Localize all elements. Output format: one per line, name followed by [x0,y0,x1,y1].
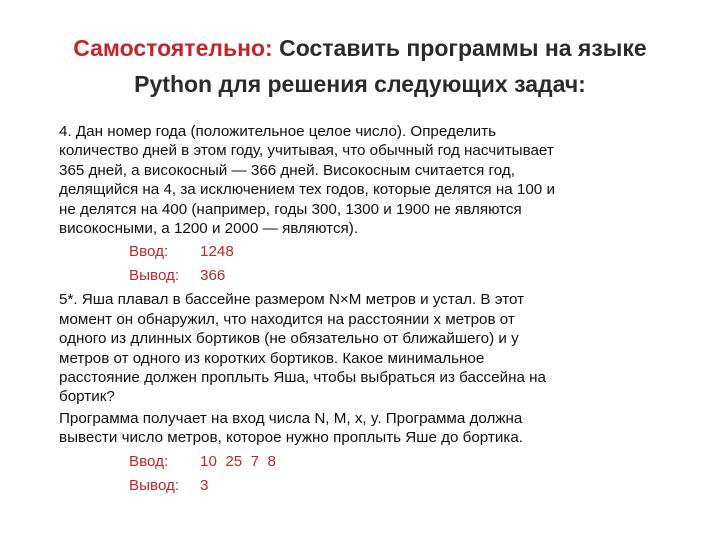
task-5-line: метров от одного из коротких бортиков. Какое минимальное [59,349,485,367]
title-line-1 [0,30,720,66]
task-4 [59,122,659,288]
task-4-output-label: Вывод: [129,267,180,285]
task-4-input-value: 1248 [200,243,234,261]
task-5-line: расстояние должен проплыть Яша, чтобы выбраться из бассейна на [59,369,546,387]
task-5-input-label: Ввод: [129,452,169,470]
task-4-input [129,240,659,264]
task-5-line: бортик? [59,388,115,406]
task-4-line: 365 дней, а високосный — 366 дней. Високосным считается год, [59,161,515,179]
task-5-line: одного из длинных бортиков (не обязательно от ближайшего) и y [59,330,519,348]
title-rest: Составить программы на языке [279,35,647,61]
task-5-output-value: 3 [200,476,209,494]
title-line-2: Python для решения следующих задач: [134,71,586,97]
task-5-program-line: вывести число метров, которое нужно проплыть Яше до бортика. [59,429,523,447]
task-5-output [129,474,659,498]
task-5-input [129,450,659,474]
slide-title [0,30,720,102]
title-accent: Самостоятельно: [73,35,273,61]
task-5-line: 5*. Яша плавал в бассейне размером N×M метров и устал. В этот [59,291,525,309]
task-5-program-line: Программа получает на вход числа N, M, x, y. Программа должна [59,409,523,427]
task-4-line: високосными, а 1200 и 2000 — являются). [59,220,359,238]
task-4-input-label: Ввод: [129,243,169,261]
tasks-content [59,122,659,498]
task-4-line: делящийся на 4, за исключением тех годов, которые делятся на 100 и [59,181,555,199]
task-4-line: 4. Дан номер года (положительное целое число). Определить [59,123,497,140]
task-4-line: не делятся на 400 (например, годы 300, 1300 и 1900 не являются [59,200,522,218]
task-4-output [129,264,659,288]
task-5-input-value: 10 25 7 8 [200,452,276,470]
task-4-output-value: 366 [200,267,226,285]
task-5 [59,290,659,497]
task-4-line: количество дней в этом году, учитывая, что обычный год насчитывает [59,142,554,160]
task-5-line: момент он обнаружил, что находится на расстоянии x метров от [59,310,515,328]
task-5-output-label: Вывод: [129,476,180,494]
